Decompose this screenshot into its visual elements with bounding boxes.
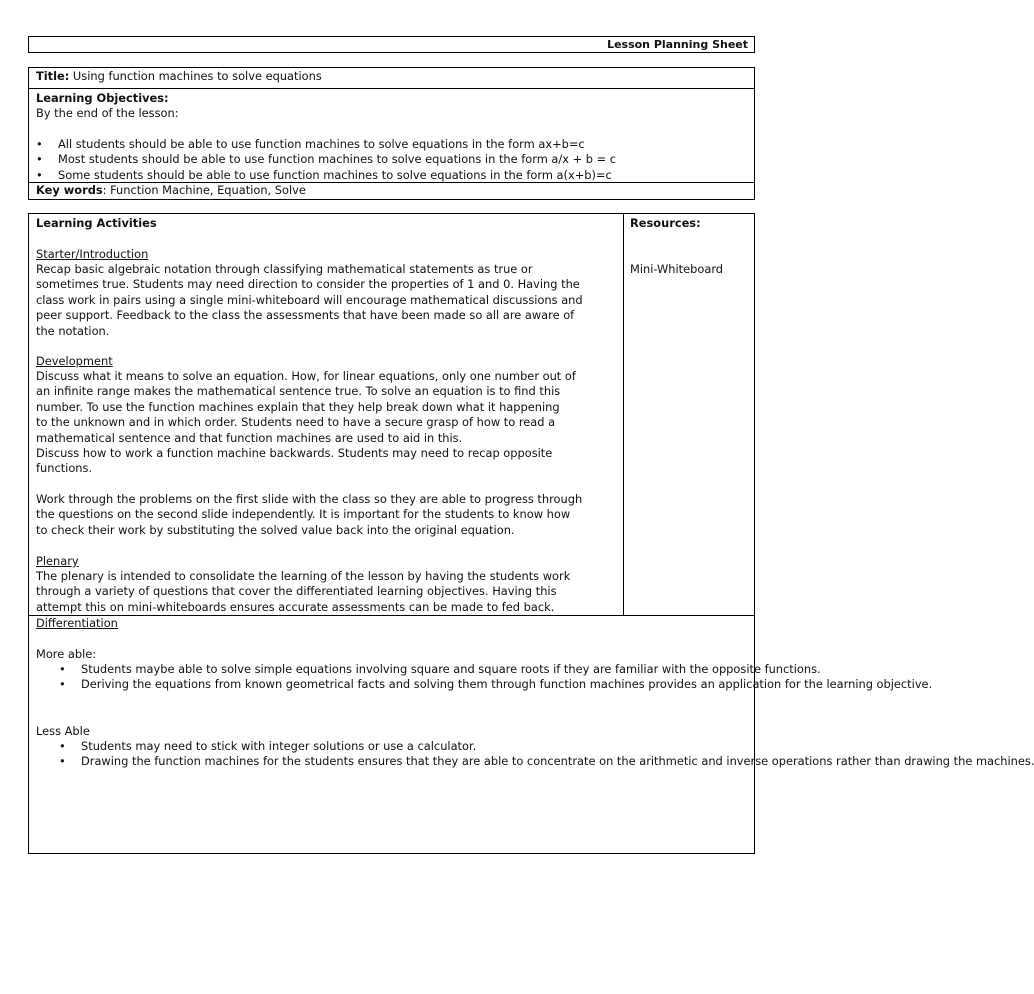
objective-item: • All students should be able to use function machines to solve equations in the form ax+b=c [58, 137, 616, 152]
text-line: mathematical sentence and that function machines are used to aid in this. [36, 430, 463, 445]
development-heading: Development [36, 354, 113, 368]
title-value: Using function machines to solve equations [69, 69, 322, 83]
more-able-label: More able: [36, 647, 97, 661]
divider [29, 88, 754, 89]
text-line: attempt this on mini-whiteboards ensures accurate assessments can be made to fed back. [36, 599, 555, 614]
keywords-value: : Function Machine, Equation, Solve [102, 183, 306, 197]
text-line: peer support. Feedback to the class the assessments that have been made so all are aware of [36, 308, 575, 323]
starter-text [36, 262, 621, 339]
resource-item: Mini-Whiteboard [630, 262, 724, 276]
more-able-list [81, 662, 933, 693]
sheet-title: Lesson Planning Sheet [607, 38, 748, 51]
text-line: to check their work by substituting the solved value back into the original equation. [36, 522, 515, 537]
less-able-label: Less Able [36, 724, 90, 738]
objectives-intro: By the end of the lesson: [36, 106, 179, 120]
resources-heading: Resources: [630, 216, 701, 230]
keywords-label: Key words [36, 183, 103, 197]
title-label: Title: [36, 69, 70, 83]
less-able-item: • Drawing the function machines for the students ensures that they are able to concentrate on the arithmetic and inverse operations rather than drawing the machines. [81, 754, 745, 769]
text-line: Discuss how to work a function machine backwards. Students may need to recap opposite [36, 446, 553, 461]
plenary-text [36, 569, 621, 615]
learning-activities-heading: Learning Activities [36, 216, 157, 230]
less-able-item: • Students may need to stick with integer solutions or use a calculator. [81, 739, 745, 754]
text-line: Discuss what it means to solve an equation. How, for linear equations, only one number out of [36, 369, 576, 383]
text-line: Recap basic algebraic notation through classifying mathematical statements as true or [36, 262, 533, 276]
objective-item: • Most students should be able to use function machines to solve equations in the form a/x + b = c [58, 152, 616, 167]
development-text-2 [36, 492, 621, 538]
text-line: Work through the problems on the first slide with the class so they are able to progress through [36, 492, 583, 506]
divider [29, 615, 754, 616]
more-able-item: • Deriving the equations from known geometrical facts and solving them through function machines provides an application for the learning objective. [81, 677, 745, 692]
resources-divider [623, 214, 624, 616]
text-line: the notation. [36, 323, 110, 338]
lesson-info-box [28, 67, 755, 200]
objectives-heading: Learning Objectives: [36, 91, 169, 105]
text-line: through a variety of questions that cover the differentiated learning objectives. Having this [36, 584, 557, 599]
objective-item: • Some students should be able to use function machines to solve equations in the form a(x+b)=c [58, 168, 616, 183]
title-row [36, 69, 322, 84]
text-line: functions. [36, 461, 93, 476]
text-line: the questions on the second slide independently. It is important for the students to know how [36, 507, 571, 522]
objectives-list [58, 137, 616, 183]
header-box [28, 36, 755, 53]
starter-heading: Starter/Introduction [36, 247, 149, 261]
keywords-row [36, 183, 306, 198]
text-line: class work in pairs using a single mini-whiteboard will encourage mathematical discussions and [36, 292, 583, 307]
text-line: number. To use the function machines explain that they help break down what it happening [36, 399, 560, 414]
text-line: an infinite range makes the mathematical sentence true. To solve an equation is to find this [36, 384, 561, 399]
text-line: to the unknown and in which order. Students need to have a secure grasp of how to read a [36, 415, 556, 430]
differentiation-heading: Differentiation [36, 616, 118, 630]
development-text [36, 369, 621, 477]
learning-activities-box [28, 213, 1034, 854]
text-line: The plenary is intended to consolidate the learning of the lesson by having the students work [36, 569, 571, 583]
text-line: sometimes true. Students may need direction to consider the properties of 1 and 0. Having the [36, 277, 580, 292]
plenary-heading: Plenary [36, 554, 79, 568]
less-able-list [81, 739, 1034, 770]
more-able-item: • Students maybe able to solve simple equations involving square and square roots if they are familiar with the opposite functions. [81, 662, 745, 677]
